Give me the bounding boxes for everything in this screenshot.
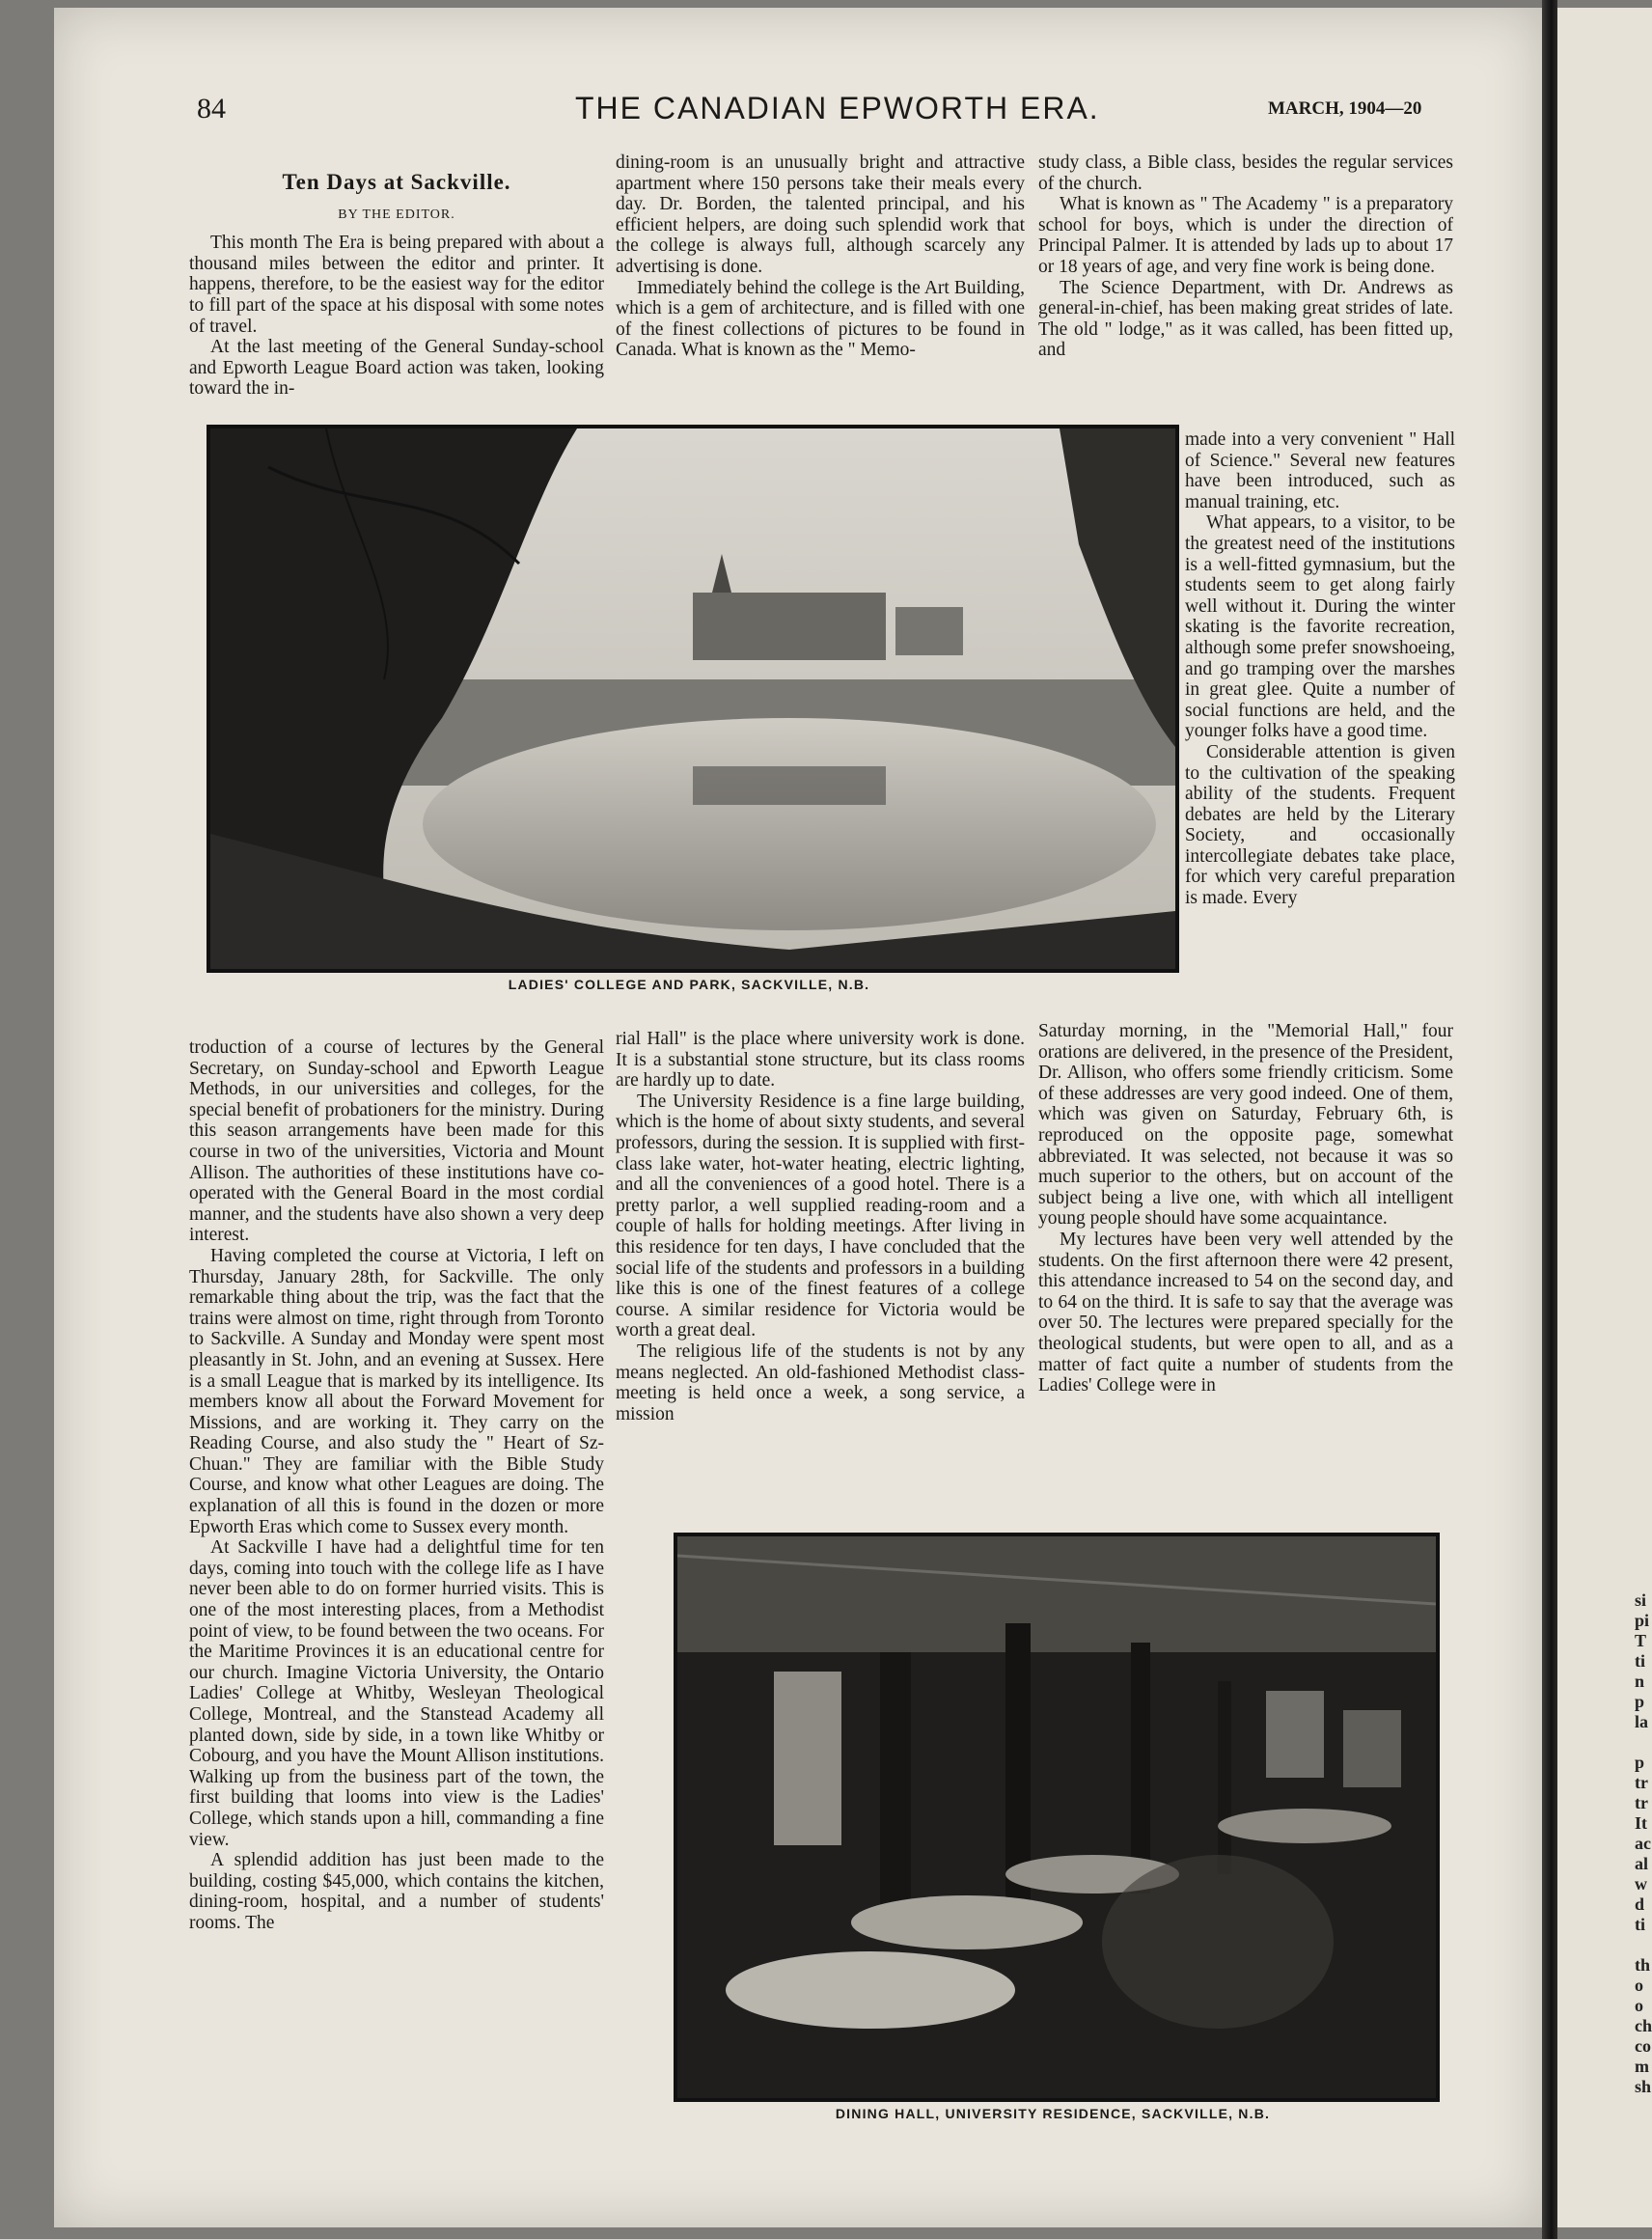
issue-date: MARCH, 1904—20	[1268, 98, 1422, 119]
paragraph: made into a very convenient " Hall of Science." Several new features have been introduced, such as manual training, etc.	[1185, 429, 1455, 512]
column-3-wrap	[1185, 429, 1455, 909]
paragraph: Saturday morning, in the "Memorial Hall," four orations are delivered, in the presence of the President, Dr. Allison, who offers some friendly criticism. Some of these addresses are very good indeed. One of them, which was given on Saturday, February 6th, is reproduced on the opposite page, somewhat abbreviated. It was selected, not because it was so much superior to the others, but on account of the subject being a live one, with which all intelligent young people should have some acquaintance.	[1038, 1021, 1453, 1230]
paragraph: study class, a Bible class, besides the regular services of the church.	[1038, 152, 1453, 194]
paragraph: This month The Era is being prepared with about a thousand miles between the editor and printer. It happens, therefore, to be the easiest way for the editor to fill part of the space at his disposal with some notes of travel.	[189, 233, 604, 337]
facing-page-fragment: si pi T ti n p la p tr tr It ac al w d ti th o o ch co m sh	[1635, 1590, 1652, 2096]
article-byline: BY THE EDITOR.	[338, 207, 455, 222]
article-title: Ten Days at Sackville.	[282, 170, 511, 194]
paragraph: What is known as " The Academy " is a preparatory school for boys, which is under the direction of Principal Palmer. It is attended by lads up to about 17 or 18 years of age, and very fine work is being done.	[1038, 194, 1453, 277]
column-2-top	[616, 152, 1025, 361]
masthead: THE CANADIAN EPWORTH ERA.	[575, 91, 1100, 125]
photo2-caption: DINING HALL, UNIVERSITY RESIDENCE, SACKVILLE, N.B.	[835, 2106, 1271, 2121]
page-header	[54, 93, 1542, 131]
paragraph: At the last meeting of the General Sunday-school and Epworth League Board action was taken, looking toward the in-	[189, 337, 604, 400]
column-3-top	[1038, 152, 1453, 361]
paragraph: At Sackville I have had a delightful time for ten days, coming into touch with the college life as I have never been able to do on former hurried visits. This is one of the most interesting places, from a Methodist point of view, to be found between the two oceans. For the Maritime Provinces it is an educational centre for our church. Imagine Victoria University, the Ontario Ladies' College at Whitby, Wesleyan Theological College, Montreal, and the Stanstead Academy all planted down, side by side, in a town like Whitby or Cobourg, and you have the Mount Allison institutions. Walking up from the business part of the town, the first building that looms into view is the Ladies' College, which stands upon a hill, commanding a fine view.	[189, 1537, 604, 1850]
paragraph: The Science Department, with Dr. Andrews as general-in-chief, has been making great strides of late. The old " lodge," as it was called, has been fitted up, and	[1038, 277, 1453, 361]
paragraph: A splendid addition has just been made to the building, costing $45,000, which contains the kitchen, dining-room, hospital, and a number of students' rooms. The	[189, 1850, 604, 1933]
page-number: 84	[197, 93, 226, 124]
ladies-college-photo	[206, 425, 1179, 973]
column-2-bottom	[616, 1029, 1025, 1424]
paragraph: Considerable attention is given to the cultivation of the speaking ability of the students. Frequent debates are held by the Literary Society, and occasionally intercollegiate debates take place, for which very careful preparation is made. Every	[1185, 741, 1455, 909]
book-gutter	[1542, 0, 1557, 2239]
column-1-top	[189, 162, 604, 400]
paragraph: The religious life of the students is not by any means neglected. An old-fashioned Methodist class-meeting is held once a week, a song service, a mission	[616, 1341, 1025, 1424]
paragraph: Immediately behind the college is the Art Building, which is a gem of architecture, and is filled with one of the finest collections of pictures to be found in Canada. What is known as the " Memo-	[616, 277, 1025, 361]
paragraph: The University Residence is a fine large building, which is the home of about sixty students, and several professors, during the session. It is supplied with first-class lake water, hot-water heating, electric lighting, and all the conveniences of a good hotel. There is a pretty parlor, a well supplied reading-room and a couple of halls for holding meetings. After living in this residence for ten days, I have concluded that the social life of the students and professors in a building like this is one of the finest features of a college course. A similar residence for Victoria would be worth a great deal.	[616, 1091, 1025, 1341]
paragraph: rial Hall" is the place where university work is done. It is a substantial stone structure, but its class rooms are hardly up to date.	[616, 1029, 1025, 1092]
paragraph: Having completed the course at Victoria, I left on Thursday, January 28th, for Sackville. The only remarkable thing about the trip, was the fact that the trains were almost on time, right through from Toronto to Sackville. A Sunday and Monday were spent most pleasantly in St. John, and an evening at Sussex. Here is a small League that is marked by its intelligence. Its members know all about the Forward Movement for Missions, and are working it. They carry on the Reading Course, and also study the " Heart of Sz-Chuan." They are familiar with the Bible Study Course, and know what other Leagues are doing. The explanation of all this is found in the dozen or more Epworth Eras which come to Sussex every month.	[189, 1245, 604, 1537]
dining-hall-photo	[674, 1533, 1440, 2102]
column-1-bottom	[189, 1037, 604, 1934]
paragraph: troduction of a course of lectures by the General Secretary, on Sunday-school and Epworth League Methods, in our universities and colleges, for the special benefit of probationers for the ministry. During this season arrangements have been made for this course in two of the universities, Victoria and Mount Allison. The authorities of these institutions have co-operated with the General Board in the most cordial manner, and the students have also shown a very deep interest.	[189, 1037, 604, 1246]
column-3-bottom	[1038, 1021, 1453, 1396]
paragraph: dining-room is an unusually bright and attractive apartment where 150 persons take their meals every day. Dr. Borden, the talented principal, and his efficient helpers, are doing such splendid work that the college is always full, although scarcely any advertising is done.	[616, 152, 1025, 277]
paragraph: My lectures have been very well attended by the students. On the first afternoon there were 42 present, this attendance increased to 54 on the second day, and to 64 on the third. It is safe to say that the average was over 50. The lectures were prepared specially for the theological students, but were open to all, and as a matter of fact quite a number of students from the Ladies' College were in	[1038, 1229, 1453, 1396]
landscape-illustration	[210, 428, 1175, 969]
facing-page-edge	[1557, 8, 1652, 2227]
paragraph: What appears, to a visitor, to be the greatest need of the institutions is a well-fitted gymnasium, but the students seem to get along fairly well without it. During the winter skating is the favorite recreation, although some prefer snowshoeing, and go tramping over the marshes in great glee. Quite a number of social functions are held, and the younger folks have a good time.	[1185, 512, 1455, 742]
interior-illustration	[677, 1536, 1436, 2098]
magazine-page	[54, 8, 1542, 2227]
photo1-caption: LADIES' COLLEGE AND PARK, SACKVILLE, N.B.	[508, 977, 870, 992]
